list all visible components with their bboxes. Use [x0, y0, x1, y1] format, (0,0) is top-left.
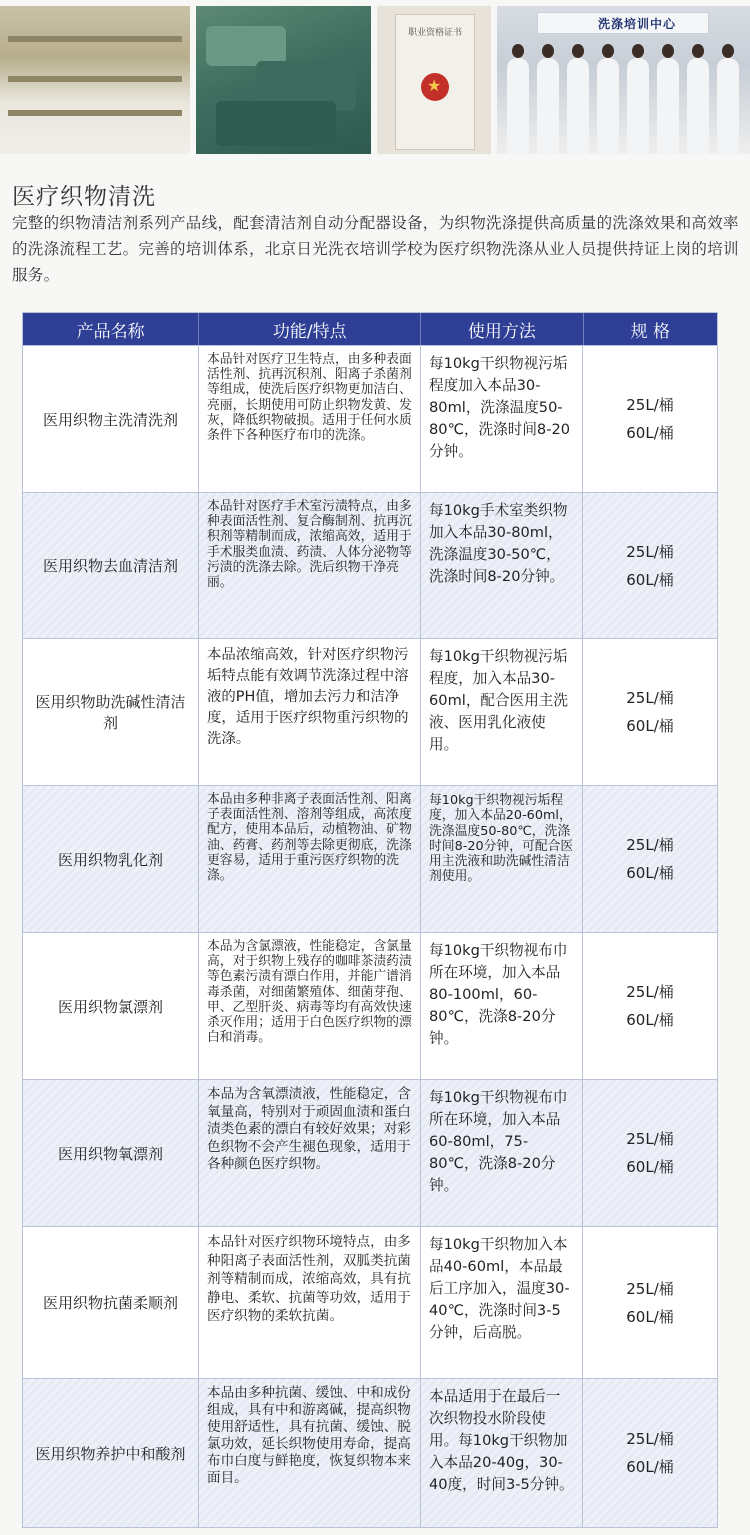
table-row — [23, 638, 717, 785]
person-figure — [597, 58, 619, 154]
product-spec — [583, 639, 717, 785]
training-banner-text: 洗涤培训中心 — [598, 17, 677, 31]
product-spec — [583, 786, 717, 932]
spec-25l: 25L/桶 — [626, 836, 674, 854]
person-figure — [507, 58, 529, 154]
national-emblem-icon — [421, 73, 449, 101]
product-feature: 本品浓缩高效，针对医疗织物污垢特点能有效调节洗涤过程中溶液的PH值，增加去污力和洁净度，适用于医疗织物重污织物的洗涤。 — [199, 639, 421, 785]
product-usage: 每10kg干织物视污垢程度加入本品30-80ml，洗涤温度50-80℃，洗涤时间8-20分钟。 — [421, 346, 583, 492]
certificate-photo — [377, 6, 491, 154]
product-spec — [583, 346, 717, 492]
person-figure — [717, 58, 739, 154]
person-figure — [627, 58, 649, 154]
product-table — [22, 312, 718, 1528]
person-figure — [567, 58, 589, 154]
person-figure — [687, 58, 709, 154]
spec-60l: 60L/桶 — [626, 1011, 674, 1029]
shelf-decoration — [8, 36, 182, 42]
product-usage: 每10kg手术室类织物加入本品30-80ml，洗涤温度30-50℃，洗涤时间8-20分钟。 — [421, 493, 583, 638]
product-spec — [583, 1379, 717, 1527]
shelf-decoration — [8, 110, 182, 116]
table-row — [23, 1079, 717, 1226]
certificate-title: 职业资格证书 — [407, 28, 462, 38]
spec-25l: 25L/桶 — [626, 689, 674, 707]
spec-60l: 60L/桶 — [626, 1458, 674, 1476]
product-usage: 本品适用于在最后一次织物投水阶段使用。每10kg干织物加入本品20-40g，30-40度，时间3-5分钟。 — [421, 1379, 583, 1527]
spec-25l: 25L/桶 — [626, 396, 674, 414]
spec-60l: 60L/桶 — [626, 717, 674, 735]
product-usage: 每10kg干织物视布巾所在环境，加入本品80-100ml，60-80℃，洗涤8-20分钟。 — [421, 933, 583, 1079]
product-feature: 本品由多种非离子表面活性剂、阳离子表面活性剂、溶剂等组成，高浓度配方，使用本品后，动植物油、矿物油、药膏、药剂等去除更彻底，洗涤更容易，适用于重污医疗织物的洗涤。 — [199, 786, 421, 932]
product-feature: 本品针对医疗手术室污渍特点，由多种表面活性剂、复合酶制剂、抗再沉积剂等精制而成，浓缩高效，适用于手术服类血渍、药渍、人体分泌物等污渍的洗涤去除。洗后织物干净亮丽。 — [199, 493, 421, 638]
training-group-photo — [497, 6, 750, 154]
product-spec — [583, 933, 717, 1079]
product-usage: 每10kg干织物视布巾所在环境，加入本品60-80ml，75-80℃，洗涤8-20分钟。 — [421, 1080, 583, 1226]
cloth-stack — [216, 101, 336, 146]
training-banner — [537, 12, 709, 34]
table-header — [23, 313, 717, 345]
product-name: 医用织物抗菌柔顺剂 — [23, 1227, 199, 1378]
header-usage: 使用方法 — [421, 313, 583, 345]
product-feature: 本品为含氧漂渍液，性能稳定，含氧量高，特别对于顽固血渍和蛋白渍类色素的漂白有较好效果；对彩色织物不会产生褪色现象，适用于各种颜色医疗织物。 — [199, 1080, 421, 1226]
header-feature: 功能/特点 — [199, 313, 421, 345]
spec-60l: 60L/桶 — [626, 1307, 674, 1326]
table-row — [23, 1226, 717, 1378]
person-figure — [657, 58, 679, 154]
product-name: 医用织物助洗碱性清洁剂 — [23, 639, 199, 785]
product-name: 医用织物主洗清洗剂 — [23, 346, 199, 492]
product-name: 医用织物去血清洁剂 — [23, 493, 199, 638]
table-row — [23, 492, 717, 638]
product-spec — [583, 1227, 717, 1378]
spec-60l: 60L/桶 — [626, 424, 674, 442]
product-feature: 本品针对医疗卫生特点，由多种表面活性剂、抗再沉积剂、阳离子杀菌剂等组成，使洗后医疗织物更加洁白、亮丽，长期使用可防止织物发黄、发灰，降低织物破损。适用于任何水质条件下各种医疗布巾的洗涤。 — [199, 346, 421, 492]
product-name: 医用织物乳化剂 — [23, 786, 199, 932]
product-usage: 每10kg干织物加入本品40-60ml，本品最后工序加入，温度30-40℃，洗涤时间3-5分钟，后高脱。 — [421, 1227, 583, 1378]
product-feature: 本品针对医疗织物环境特点，由多种阳离子表面活性剂，双胍类抗菌剂等精制而成，浓缩高效，具有抗静电、柔软、抗菌等功效，适用于医疗织物的柔软抗菌。 — [199, 1227, 421, 1378]
shelf-decoration — [8, 76, 182, 82]
certificate — [395, 14, 475, 150]
product-spec — [583, 493, 717, 638]
spec-25l: 25L/桶 — [626, 983, 674, 1001]
product-name: 医用织物氯漂剂 — [23, 933, 199, 1079]
header-product-name: 产品名称 — [23, 313, 199, 345]
cloth-stack — [206, 26, 286, 66]
product-name: 医用织物氧漂剂 — [23, 1080, 199, 1226]
product-feature: 本品由多种抗菌、缓蚀、中和成份组成，具有中和游离碱，提高织物使用舒适性，具有抗菌、缓蚀、脱氯功效，延长织物使用寿命，提高布巾白度与鲜艳度，恢复织物本来面目。 — [199, 1379, 421, 1527]
product-usage: 每10kg干织物视污垢程度，加入本品30-60ml，配合医用主洗液、医用乳化液使用。 — [421, 639, 583, 785]
product-name: 医用织物养护中和酸剂 — [23, 1379, 199, 1527]
spec-60l: 60L/桶 — [626, 864, 674, 882]
photo-strip — [0, 6, 750, 154]
intro-paragraph: 完整的织物清洁剂系列产品线，配套清洁剂自动分配器设备，为织物洗涤提供高质量的洗涤效果和高效率的洗涤流程工艺。完善的培训体系，北京日光洗衣培训学校为医疗织物洗涤从业人员提供持证上岗的培训服务。 — [12, 214, 739, 284]
spec-25l: 25L/桶 — [626, 542, 674, 561]
person-figure — [537, 58, 559, 154]
spec-25l: 25L/桶 — [626, 1430, 674, 1448]
section-title: 医疗织物清洗 — [12, 184, 156, 210]
header-spec: 规 格 — [630, 321, 670, 342]
spec-25l: 25L/桶 — [626, 1130, 674, 1148]
spec-60l: 60L/桶 — [626, 570, 674, 589]
dispenser-room-photo — [0, 6, 190, 154]
folded-textiles-photo — [196, 6, 371, 154]
product-feature: 本品为含氯漂液，性能稳定，含氯量高，对于织物上残存的咖啡茶渍药渍等色素污渍有漂白作用，并能广谱消毒杀菌，对细菌繁殖体、细菌芽孢、甲、乙型肝炎、病毒等均有高效快速杀灭作用；适用于白色医疗织物的漂白和消毒。 — [199, 933, 421, 1079]
product-spec — [583, 1080, 717, 1226]
spec-25l: 25L/桶 — [626, 1279, 674, 1298]
spec-60l: 60L/桶 — [626, 1158, 674, 1176]
table-row — [23, 932, 717, 1079]
table-row — [23, 1378, 717, 1527]
product-usage: 每10kg干织物视污垢程度，加入本品20-60ml，洗涤温度50-80℃，洗涤时间8-20分钟，可配合医用主洗液和助洗碱性清洁剂使用。 — [421, 786, 583, 932]
table-row — [23, 345, 717, 492]
table-row — [23, 785, 717, 932]
